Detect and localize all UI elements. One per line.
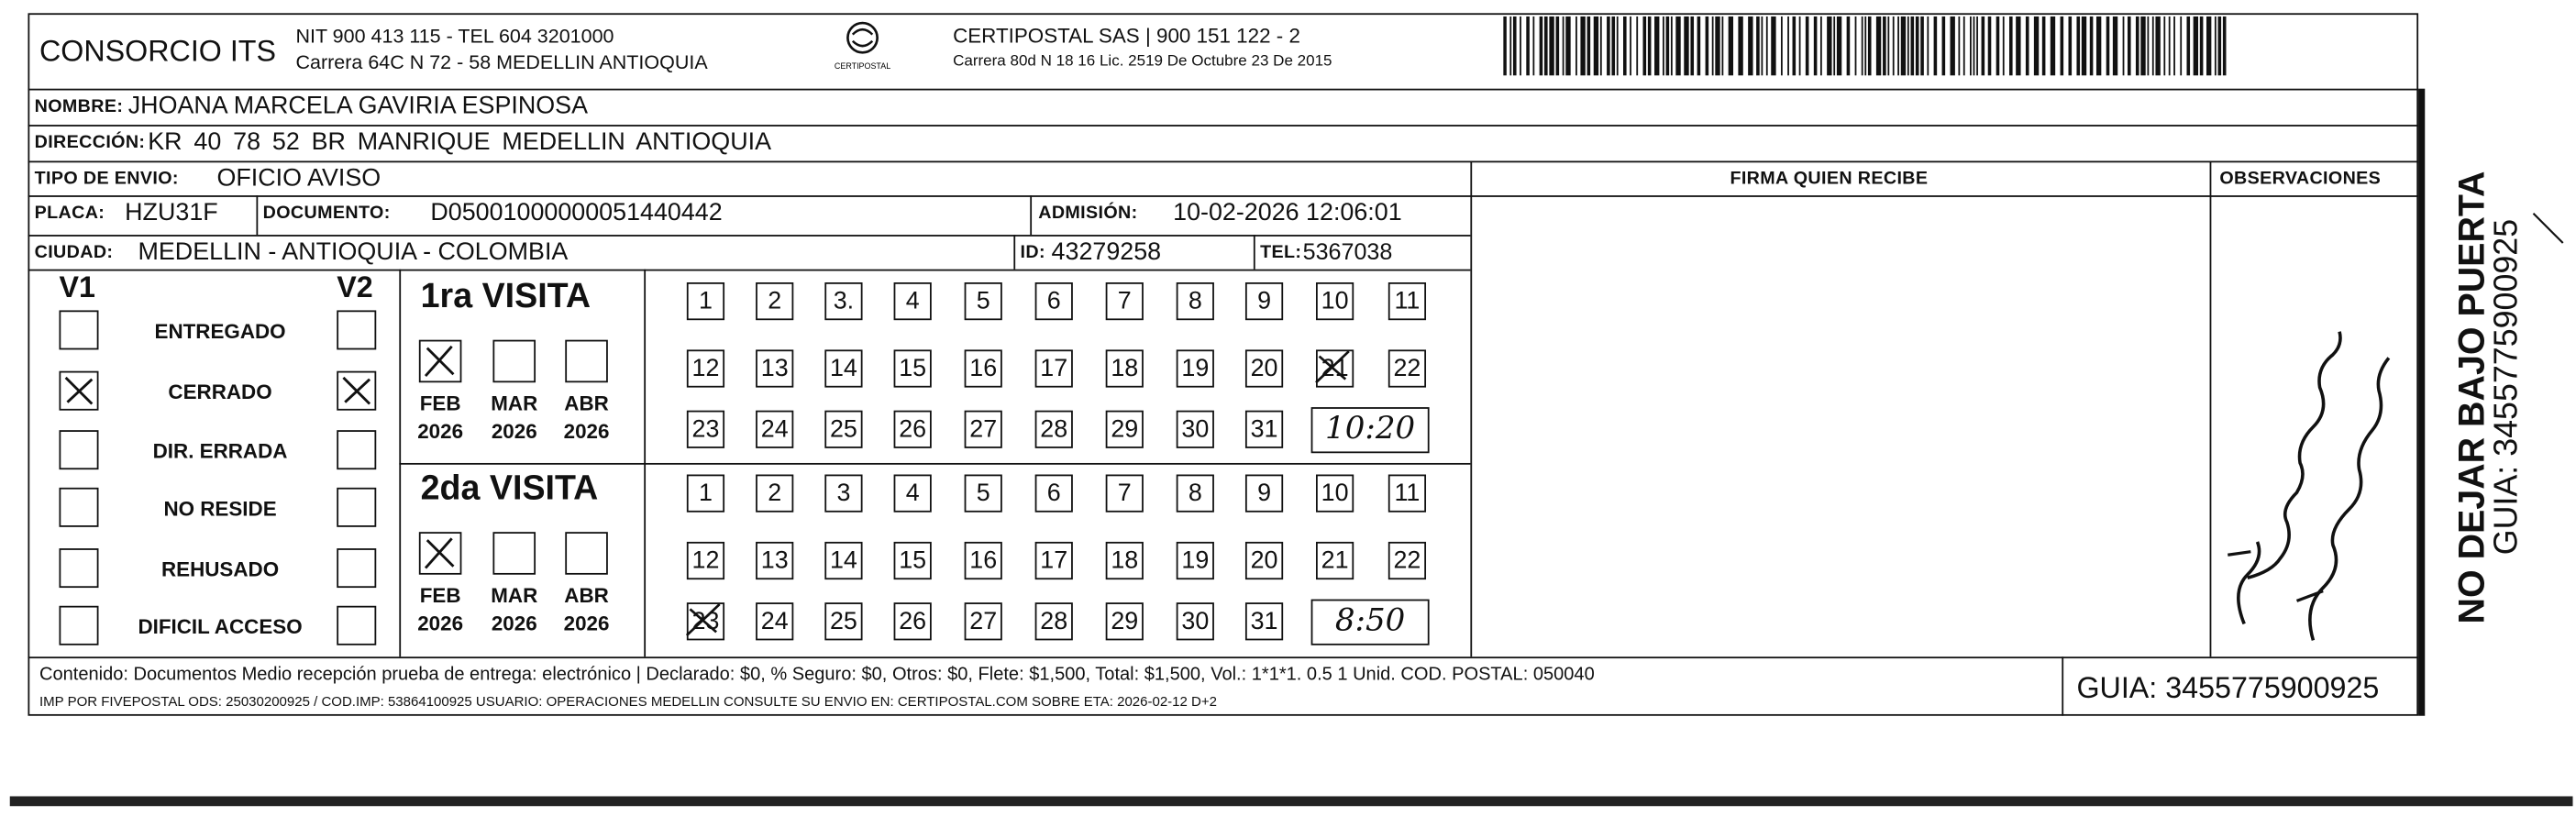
month-year: 2026	[563, 420, 610, 444]
firma-header: FIRMA QUIEN RECIBE	[1730, 169, 1929, 189]
day-number: 29	[1111, 607, 1139, 636]
day-number: 17	[1040, 354, 1068, 383]
day-box[interactable]	[1035, 602, 1073, 640]
row-divider	[28, 125, 2418, 127]
day-number: 8	[1188, 287, 1202, 315]
day-number: 27	[969, 607, 998, 636]
no-dejar-notice: NO DEJAR BAJO PUERTA	[2450, 171, 2493, 624]
bottom-edge-line	[10, 796, 2573, 806]
id-label: ID:	[1020, 243, 1045, 263]
day-box[interactable]	[1245, 411, 1283, 448]
day-box[interactable]	[965, 475, 1002, 513]
footer-guia: GUIA: 3455775900925	[2076, 671, 2380, 705]
x-mark-icon	[421, 341, 459, 379]
day-number: 3	[836, 479, 851, 508]
day-number: 12	[691, 354, 720, 383]
day-number: 5	[976, 287, 990, 315]
day-number: 26	[899, 607, 927, 636]
day-number: 23	[691, 415, 720, 444]
status-v1-checkbox[interactable]	[59, 606, 98, 645]
documento-label: DOCUMENTO:	[262, 204, 391, 224]
day-box[interactable]	[824, 349, 862, 387]
day-box[interactable]	[1106, 542, 1144, 579]
day-number: 19	[1181, 546, 1210, 575]
handwritten-signature	[2215, 312, 2412, 648]
status-v1-checkbox[interactable]	[59, 430, 98, 469]
day-box[interactable]	[824, 282, 862, 320]
documento-value: D05001000000051440442	[430, 198, 723, 227]
day-box[interactable]	[1177, 411, 1214, 448]
stray-mark	[2530, 210, 2566, 246]
day-number: 30	[1181, 607, 1210, 636]
day-box[interactable]	[756, 602, 793, 640]
day-box[interactable]	[894, 475, 932, 513]
day-box[interactable]	[1177, 542, 1214, 579]
admision-value: 10-02-2026 12:06:01	[1173, 198, 1402, 227]
day-box[interactable]	[894, 411, 932, 448]
visit-time: 10:20	[1325, 410, 1416, 447]
day-box[interactable]	[894, 349, 932, 387]
day-number: 31	[1250, 607, 1278, 636]
month-checkbox[interactable]	[565, 340, 608, 383]
day-box[interactable]	[1245, 282, 1283, 320]
status-v2-checkbox[interactable]	[337, 548, 376, 588]
day-number: 30	[1181, 415, 1210, 444]
row-divider	[28, 270, 1470, 271]
day-number: 8	[1188, 479, 1202, 508]
day-number: 22	[1393, 546, 1421, 575]
company-name: CONSORCIO ITS	[39, 34, 276, 68]
day-number: 28	[1040, 415, 1068, 444]
observaciones-header: OBSERVACIONES	[2219, 169, 2382, 189]
day-box[interactable]	[687, 542, 724, 579]
day-box[interactable]	[824, 542, 862, 579]
day-box[interactable]	[687, 411, 724, 448]
footer-print-info: IMP POR FIVEPOSTAL ODS: 25030200925 / COD.IMP: 53864100925 USUARIO: OPERACIONES MEDELLIN CONSULTE SU ENVIO EN: CERTIPOSTAL.COM SOBRE ETA: 2026-02-12 D+2	[39, 692, 1217, 710]
month-name: ABR	[564, 391, 609, 416]
status-v2-checkbox[interactable]	[337, 430, 376, 469]
month-checkbox[interactable]	[492, 532, 536, 575]
day-number: 11	[1394, 479, 1421, 508]
visit-time-box[interactable]	[1311, 407, 1430, 453]
day-number: 11	[1394, 287, 1421, 315]
month-checkbox[interactable]	[492, 340, 536, 383]
day-box[interactable]	[824, 475, 862, 513]
certipostal-logo	[830, 19, 896, 75]
firma-column-divider	[1470, 160, 1472, 656]
day-box[interactable]	[965, 349, 1002, 387]
day-box[interactable]	[687, 282, 724, 320]
tel-value: 5367038	[1302, 237, 1393, 265]
carrier-address: Carrera 80d N 18 16 Lic. 2519 De Octubre 23 De 2015	[953, 52, 1332, 72]
month-name: FEB	[419, 584, 461, 608]
day-number: 5	[976, 479, 990, 508]
day-box[interactable]	[1316, 542, 1354, 579]
day-number: 12	[691, 546, 720, 575]
v1-header: V1	[59, 270, 95, 304]
month-checkbox[interactable]	[419, 532, 462, 575]
day-box[interactable]	[824, 602, 862, 640]
direccion-label: DIRECCIÓN:	[34, 133, 146, 153]
day-number: 10	[1321, 287, 1349, 315]
day-box[interactable]	[1245, 349, 1283, 387]
day-box[interactable]	[1388, 349, 1426, 387]
day-number: 26	[899, 415, 927, 444]
day-box[interactable]	[756, 475, 793, 513]
day-box[interactable]	[756, 542, 793, 579]
cell-divider	[256, 195, 258, 235]
visit-time: 8:50	[1334, 602, 1406, 639]
day-box[interactable]	[965, 282, 1002, 320]
day-box[interactable]	[1388, 282, 1426, 320]
day-box[interactable]	[1106, 349, 1144, 387]
day-number: 1	[698, 287, 713, 315]
company-address: Carrera 64C N 72 - 58 MEDELLIN ANTIOQUIA	[295, 50, 708, 74]
month-year: 2026	[491, 420, 537, 444]
day-number: 9	[1257, 287, 1272, 315]
footer-divider	[28, 656, 2418, 658]
day-number: 20	[1250, 354, 1278, 383]
status-v2-checkbox[interactable]	[337, 488, 376, 527]
day-number: 31	[1250, 415, 1278, 444]
day-box[interactable]	[1316, 349, 1354, 387]
month-name: MAR	[491, 391, 538, 416]
day-number: 18	[1111, 354, 1139, 383]
day-number: 15	[899, 546, 927, 575]
status-label: CERRADO	[168, 380, 272, 404]
day-number: 4	[905, 287, 920, 315]
status-v2-checkbox[interactable]	[337, 606, 376, 645]
x-mark-icon	[421, 534, 459, 571]
day-number: 4	[905, 479, 920, 508]
placa-value: HZU31F	[125, 198, 218, 227]
day-number: 13	[760, 546, 789, 575]
status-label: DIR. ERRADA	[152, 439, 288, 463]
month-name: MAR	[491, 584, 538, 608]
day-number: 6	[1046, 479, 1061, 508]
month-year: 2026	[417, 612, 464, 636]
day-number: 15	[899, 354, 927, 383]
day-box[interactable]	[1245, 602, 1283, 640]
day-number: 25	[829, 607, 857, 636]
status-label: NO RESIDE	[163, 497, 277, 521]
carrier-name: CERTIPOSTAL SAS | 900 151 122 - 2	[953, 24, 1300, 48]
day-box[interactable]	[1316, 282, 1354, 320]
form-edge-shadow	[2418, 89, 2425, 716]
x-mark-icon	[338, 372, 373, 407]
month-year: 2026	[417, 420, 464, 444]
visit-divider	[399, 463, 1470, 465]
day-box[interactable]	[1106, 475, 1144, 513]
day-box[interactable]	[894, 282, 932, 320]
day-box[interactable]	[894, 602, 932, 640]
cell-divider	[1030, 195, 1032, 235]
cell-divider	[1254, 235, 1255, 270]
day-number: 16	[969, 546, 998, 575]
month-checkbox[interactable]	[419, 340, 462, 383]
x-mark-icon	[61, 372, 95, 407]
day-number: 14	[829, 546, 857, 575]
day-box[interactable]	[1035, 411, 1073, 448]
day-box[interactable]	[1177, 602, 1214, 640]
day-number: 3.	[833, 287, 855, 315]
day-box[interactable]	[965, 602, 1002, 640]
cell-divider	[1013, 235, 1015, 270]
strike-mark-icon	[683, 600, 726, 643]
day-number: 20	[1250, 546, 1278, 575]
side-guia: GUIA: 3455775900925	[2489, 218, 2526, 556]
visit-time-box[interactable]	[1311, 600, 1430, 645]
tel-label: TEL:	[1260, 243, 1302, 263]
tipo-value: OFICIO AVISO	[216, 164, 381, 193]
tipo-label: TIPO DE ENVIO:	[34, 169, 179, 189]
status-v1-checkbox[interactable]	[59, 548, 98, 588]
day-box[interactable]	[756, 349, 793, 387]
day-box[interactable]	[1106, 411, 1144, 448]
status-label: REHUSADO	[160, 557, 280, 581]
day-number: 29	[1111, 415, 1139, 444]
day-number: 24	[760, 607, 789, 636]
day-number: 19	[1181, 354, 1210, 383]
ciudad-value: MEDELLIN - ANTIOQUIA - COLOMBIA	[138, 237, 569, 267]
day-box[interactable]	[1106, 282, 1144, 320]
day-number: 2	[768, 479, 782, 508]
day-box[interactable]	[1177, 475, 1214, 513]
day-number: 23	[691, 607, 720, 636]
day-number: 14	[829, 354, 857, 383]
visit-title: 1ra VISITA	[420, 277, 591, 315]
day-box[interactable]	[965, 411, 1002, 448]
day-box[interactable]	[824, 411, 862, 448]
row-divider	[28, 195, 2418, 197]
day-box[interactable]	[1388, 475, 1426, 513]
day-box[interactable]	[687, 602, 724, 640]
footer-contents: Contenido: Documentos Medio recepción prueba de entrega: electrónico | Declarado: $0, % Seguro: $0, Otros: $0, Flete: $1,500, Total: $1,500, Vol.: 1*1*1. 0.5 1 Unid. COD. POSTAL: 050040	[39, 665, 1595, 685]
day-number: 10	[1321, 479, 1349, 508]
placa-label: PLACA:	[34, 204, 105, 224]
day-number: 7	[1117, 479, 1132, 508]
status-v2-checkbox[interactable]	[337, 310, 376, 349]
day-number: 21	[1321, 354, 1349, 383]
day-number: 28	[1040, 607, 1068, 636]
day-box[interactable]	[1245, 542, 1283, 579]
nombre-value: JHOANA MARCELA GAVIRIA ESPINOSA	[127, 92, 589, 120]
day-box[interactable]	[687, 475, 724, 513]
status-v1-checkbox[interactable]	[59, 310, 98, 349]
status-label: DIFICIL ACCESO	[138, 615, 303, 639]
day-number: 1	[698, 479, 713, 508]
row-divider	[28, 160, 2418, 162]
day-box[interactable]	[1245, 475, 1283, 513]
day-box[interactable]	[965, 542, 1002, 579]
day-box[interactable]	[1106, 602, 1144, 640]
day-box[interactable]	[756, 411, 793, 448]
status-label: ENTREGADO	[154, 320, 286, 344]
day-number: 27	[969, 415, 998, 444]
day-number: 21	[1321, 546, 1349, 575]
footer-guia-divider	[2062, 656, 2063, 715]
day-number: 13	[760, 354, 789, 383]
admision-label: ADMISIÓN:	[1038, 204, 1138, 224]
day-number: 2	[768, 287, 782, 315]
logo-text: CERTIPOSTAL	[834, 61, 891, 72]
day-number: 17	[1040, 546, 1068, 575]
day-number: 7	[1117, 287, 1132, 315]
ciudad-label: CIUDAD:	[34, 243, 114, 263]
status-v1-checkbox[interactable]	[59, 488, 98, 527]
day-number: 16	[969, 354, 998, 383]
day-number: 9	[1257, 479, 1272, 508]
day-number: 22	[1393, 354, 1421, 383]
status-v2-checkbox[interactable]	[337, 371, 376, 411]
id-value: 43279258	[1051, 237, 1162, 267]
day-number: 18	[1111, 546, 1139, 575]
day-box[interactable]	[1177, 282, 1214, 320]
month-year: 2026	[491, 612, 537, 636]
day-box[interactable]	[1177, 349, 1214, 387]
month-checkbox[interactable]	[565, 532, 608, 575]
day-box[interactable]	[894, 542, 932, 579]
day-box[interactable]	[1035, 542, 1073, 579]
day-box[interactable]	[1035, 282, 1073, 320]
month-name: ABR	[564, 584, 609, 608]
day-box[interactable]	[756, 282, 793, 320]
status-v1-checkbox[interactable]	[59, 371, 98, 411]
day-number: 25	[829, 415, 857, 444]
header-divider	[28, 89, 2418, 91]
v2-header: V2	[337, 270, 373, 304]
barcode	[1503, 17, 2232, 75]
nombre-label: NOMBRE:	[34, 96, 124, 117]
day-box[interactable]	[1316, 475, 1354, 513]
strike-mark-icon	[1312, 347, 1355, 390]
day-box[interactable]	[1035, 475, 1073, 513]
visit-title: 2da VISITA	[420, 469, 599, 508]
observaciones-column-divider	[2210, 160, 2212, 656]
day-number: 6	[1046, 287, 1061, 315]
month-year: 2026	[563, 612, 610, 636]
day-box[interactable]	[687, 349, 724, 387]
day-number: 24	[760, 415, 789, 444]
day-box[interactable]	[1388, 542, 1426, 579]
direccion-value: KR 40 78 52 BR MANRIQUE MEDELLIN ANTIOQUIA	[148, 127, 772, 157]
day-box[interactable]	[1035, 349, 1073, 387]
month-name: FEB	[419, 391, 461, 416]
company-nit: NIT 900 413 115 - TEL 604 3201000	[295, 24, 614, 48]
